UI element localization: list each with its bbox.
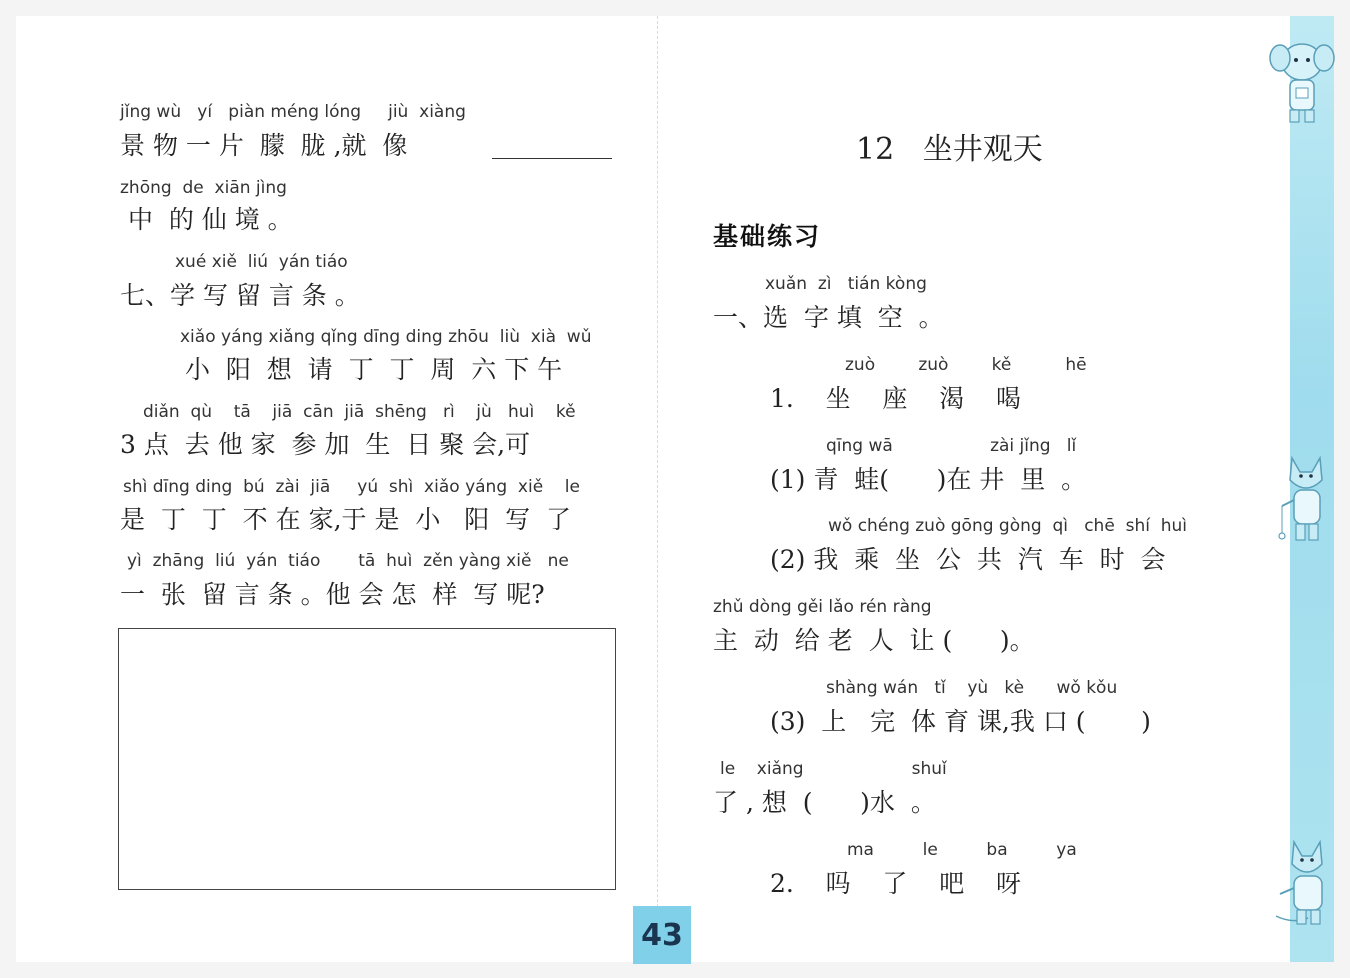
hanzi-line-4: 小 阳 想 请 丁 丁 周 六 下 午 <box>185 355 563 384</box>
hanzi-line-7: 一 张 留 言 条 。他 会 怎 样 写 呢? <box>120 580 545 609</box>
pinyin-line-7: yì zhāng liú yán tiáo tā huì zěn yàng xiě ne <box>127 551 569 571</box>
pinyin-q3: shàng wán tǐ yù kè wǒ kǒu <box>826 678 1118 698</box>
options-2: 2. 吗 了 吧 呀 <box>770 869 1022 898</box>
section-7-heading: 七、学 写 留 言 条 。 <box>120 281 360 310</box>
page-fold <box>657 16 658 962</box>
page-number: 43 <box>633 906 691 964</box>
hanzi-line-5: 3 点 去 他 家 参 加 生 日 聚 会,可 <box>120 430 531 459</box>
question-1: (1) 青 蛙( )在 井 里 。 <box>770 465 1087 494</box>
pinyin-line-6: shì dīng ding bú zài jiā yú shì xiǎo yáng xiě le <box>123 477 580 497</box>
question-2: (2) 我 乘 坐 公 共 汽 车 时 会 <box>770 545 1166 574</box>
pinyin-line-2: zhōng de xiān jìng <box>120 178 287 198</box>
pinyin-section-7: xué xiě liú yán tiáo <box>175 252 348 272</box>
pinyin-q3-cont: le xiǎng shuǐ <box>720 759 947 779</box>
fox-mascot-icon <box>1272 832 1338 932</box>
pinyin-q2: wǒ chéng zuò gōng gòng qì chē shí huì <box>828 516 1188 536</box>
exercise-1-heading: 一、选 字 填 空 。 <box>713 303 944 332</box>
question-2-cont: 主 动 给 老 人 让 ( )。 <box>713 626 1035 655</box>
note-writing-box[interactable] <box>118 628 616 890</box>
question-3: (3) 上 完 体 育 课,我 口 ( ) <box>770 707 1151 736</box>
question-3-cont: 了 , 想 ( )水 。 <box>713 788 936 817</box>
pinyin-q1: qīng wā zài jǐng lǐ <box>826 436 1077 456</box>
pinyin-q2-cont: zhǔ dòng gěi lǎo rén ràng <box>713 597 932 617</box>
pinyin-line-1: jǐng wù yí piàn méng lóng jiù xiàng <box>120 102 466 122</box>
pinyin-line-4: xiǎo yáng xiǎng qǐng dīng ding zhōu liù xià wǔ <box>180 327 592 347</box>
hanzi-line-2: 中 的 仙 境 。 <box>120 205 293 234</box>
pinyin-options-1: zuò zuò kě hē <box>845 355 1087 375</box>
hanzi-line-1: 景 物 一 片 朦 胧 ,就 像 <box>120 131 408 160</box>
pinyin-options-2: ma le ba ya <box>847 840 1077 860</box>
fox-yoyo-mascot-icon <box>1272 450 1338 550</box>
fill-blank-line[interactable] <box>492 158 612 159</box>
options-1: 1. 坐 座 渴 喝 <box>770 384 1022 413</box>
pinyin-exercise-1: xuǎn zì tián kòng <box>765 274 927 294</box>
pinyin-line-5: diǎn qù tā jiā cān jiā shēng rì jù huì kě <box>143 402 576 422</box>
hanzi-line-6: 是 丁 丁 不 在 家,于 是 小 阳 写 了 <box>120 505 571 534</box>
section-heading: 基础练习 <box>713 222 822 251</box>
lesson-title: 12 坐井观天 <box>856 132 1043 167</box>
elephant-mascot-icon <box>1266 36 1338 128</box>
